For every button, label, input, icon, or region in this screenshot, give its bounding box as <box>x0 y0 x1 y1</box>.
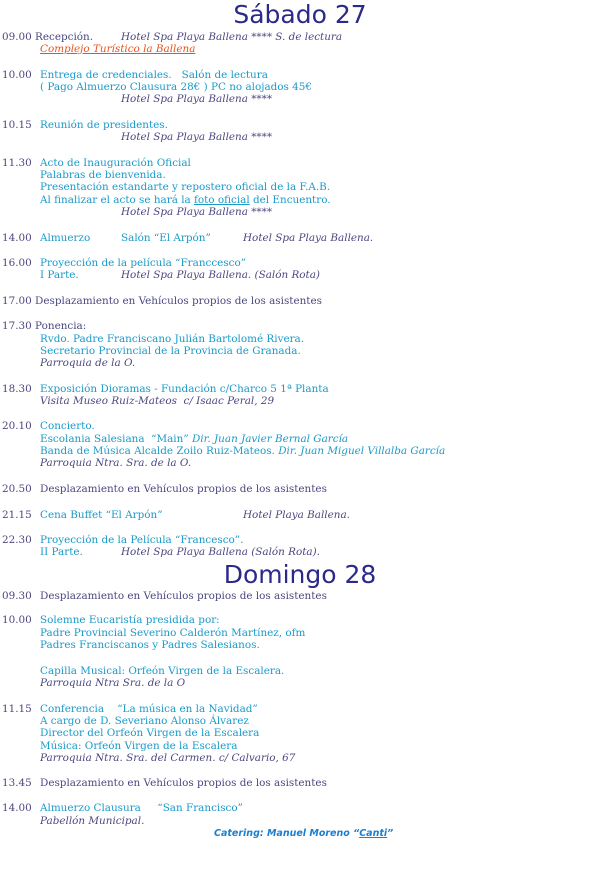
concierto-text: Concierto. <box>40 420 95 432</box>
almuerzo-text: Almuerzo <box>40 232 91 244</box>
inauguracion-venue: Hotel Spa Playa Ballena **** <box>121 206 273 218</box>
catering-pre: Catering: Manuel Moreno “ <box>214 828 360 839</box>
catering-canti-link[interactable]: Canti <box>359 828 388 839</box>
ponencia-venue: Parroquia de la O. <box>40 357 136 369</box>
pelicula1-time: 16.00 <box>2 257 32 269</box>
credenciales-venue: Hotel Spa Playa Ballena **** <box>121 93 273 105</box>
banda-name: Banda de Música Alcalde Zoilo Ruiz-Mateos. <box>40 445 279 457</box>
clausura-text: Almuerzo Clausura “San Francisco” <box>40 802 243 814</box>
dom-desplazamiento2-time: 13.45 <box>2 777 32 789</box>
ponencia-time: 17.30 Ponencia: <box>2 320 87 332</box>
eucaristia-time: 10.00 <box>2 614 32 626</box>
buffet-text: Cena Buffet “El Arpón” <box>40 509 163 521</box>
credenciales-pago: ( Pago Almuerzo Clausura 28€ ) PC no alojados 45€ <box>40 81 313 93</box>
pelicula2-time: 22.30 <box>2 534 32 546</box>
foto-pre: Al finalizar el acto se hará la <box>40 194 195 206</box>
desplazamiento-1700: 17.00 Desplazamiento en Vehículos propios de los asistentes <box>2 295 322 307</box>
desplazamiento-2050-text: Desplazamiento en Vehículos propios de los asistentes <box>40 483 327 495</box>
complejo-link[interactable]: Complejo Turístico la Ballena <box>40 43 196 55</box>
dom-desplazamiento2-text: Desplazamiento en Vehículos propios de los asistentes <box>40 777 327 789</box>
dioramas-time: 18.30 <box>2 383 32 395</box>
dom-desplazamiento-text: Desplazamiento en Vehículos propios de los asistentes <box>40 590 327 602</box>
credenciales-time: 10.00 <box>2 69 32 81</box>
presidentes-text: Reunión de presidentes. <box>40 119 168 131</box>
escolania-director: Dir. Juan Javier Bernal García <box>191 433 349 445</box>
inauguracion-bienvenida: Palabras de bienvenida. <box>40 169 166 181</box>
buffet-venue: Hotel Playa Ballena. <box>243 509 350 521</box>
dom-desplazamiento-time: 09.30 <box>2 590 32 602</box>
escolania-name: Escolania Salesiana “Main” <box>40 433 192 445</box>
banda-director: Dir. Juan Miguel Villalba García <box>278 445 446 457</box>
recepcion-venue: Hotel Spa Playa Ballena **** S. de lectura <box>121 31 343 43</box>
ponencia-speaker: Rvdo. Padre Franciscano Julián Bartolomé Rivera. <box>40 333 305 345</box>
desplazamiento-2050-time: 20.50 <box>2 483 32 495</box>
concierto-venue: Parroquia Ntra. Sra. de la O. <box>40 457 192 469</box>
clausura-time: 14.00 <box>2 802 32 814</box>
eucaristia-venue: Parroquia Ntra Sra. de la O <box>40 677 186 689</box>
eucaristia-padres: Padres Franciscanos y Padres Salesianos. <box>40 639 260 651</box>
conferencia-venue: Parroquia Ntra. Sra. del Carmen. c/ Calvario, 67 <box>40 752 296 764</box>
sunday-heading: Domingo 28 <box>223 560 377 589</box>
conferencia-speaker: A cargo de D. Severiano Alonso Álvarez <box>40 715 249 727</box>
concierto-time: 20.10 <box>2 420 32 432</box>
recepcion-time: 09.00 Recepción. <box>2 31 94 43</box>
catering-post: ” <box>387 828 394 839</box>
concierto-escolania <box>40 433 348 446</box>
presidentes-time: 10.15 <box>2 119 32 131</box>
credenciales-text: Entrega de credenciales. Salón de lectura <box>40 69 268 81</box>
conferencia-musica: Música: Orfeón Virgen de la Escalera <box>40 740 238 752</box>
saturday-heading: Sábado 27 <box>233 0 367 29</box>
eucaristia-text: Solemne Eucaristía presidida por: <box>40 614 220 626</box>
inauguracion-text: Acto de Inauguración Oficial <box>40 157 191 169</box>
clausura-venue: Pabellón Municipal. <box>40 815 145 827</box>
concierto-banda <box>40 445 445 458</box>
inauguracion-time: 11.30 <box>2 157 32 169</box>
presidentes-venue: Hotel Spa Playa Ballena **** <box>121 131 273 143</box>
almuerzo-time: 14.00 <box>2 232 32 244</box>
inauguracion-foto-line <box>40 194 331 207</box>
pelicula2-text: Proyección de la Película “Francesco”. <box>40 534 244 546</box>
conferencia-role: Director del Orfeón Virgen de la Escalera <box>40 727 260 739</box>
conferencia-time: 11.15 <box>2 703 32 715</box>
pelicula2-part: II Parte. <box>40 546 83 558</box>
dioramas-venue: Visita Museo Ruiz-Mateos c/ Isaac Peral, 29 <box>40 395 275 407</box>
dioramas-text: Exposición Dioramas - Fundación c/Charco 5 1ª Planta <box>40 383 329 395</box>
almuerzo-salon: Salón “El Arpón” <box>121 232 211 244</box>
pelicula2-venue: Hotel Spa Playa Ballena (Salón Rota). <box>121 546 320 558</box>
pelicula1-text: Proyección de la película “Franccesco” <box>40 257 247 269</box>
foto-post: del Encuentro. <box>249 194 331 206</box>
ponencia-role: Secretario Provincial de la Provincia de Granada. <box>40 345 301 357</box>
catering-credit <box>214 828 393 841</box>
pelicula1-part: I Parte. <box>40 269 79 281</box>
conferencia-text: Conferencia “La música en la Navidad” <box>40 703 258 715</box>
buffet-time: 21.15 <box>2 509 32 521</box>
pelicula1-venue: Hotel Spa Playa Ballena. (Salón Rota) <box>121 269 320 281</box>
foto-oficial-link[interactable]: foto oficial <box>194 194 250 206</box>
eucaristia-provincial: Padre Provincial Severino Calderón Martínez, ofm <box>40 627 306 639</box>
almuerzo-venue: Hotel Spa Playa Ballena. <box>243 232 374 244</box>
inauguracion-estandarte: Presentación estandarte y repostero oficial de la F.A.B. <box>40 181 331 193</box>
eucaristia-capilla: Capilla Musical: Orfeón Virgen de la Escalera. <box>40 665 285 677</box>
